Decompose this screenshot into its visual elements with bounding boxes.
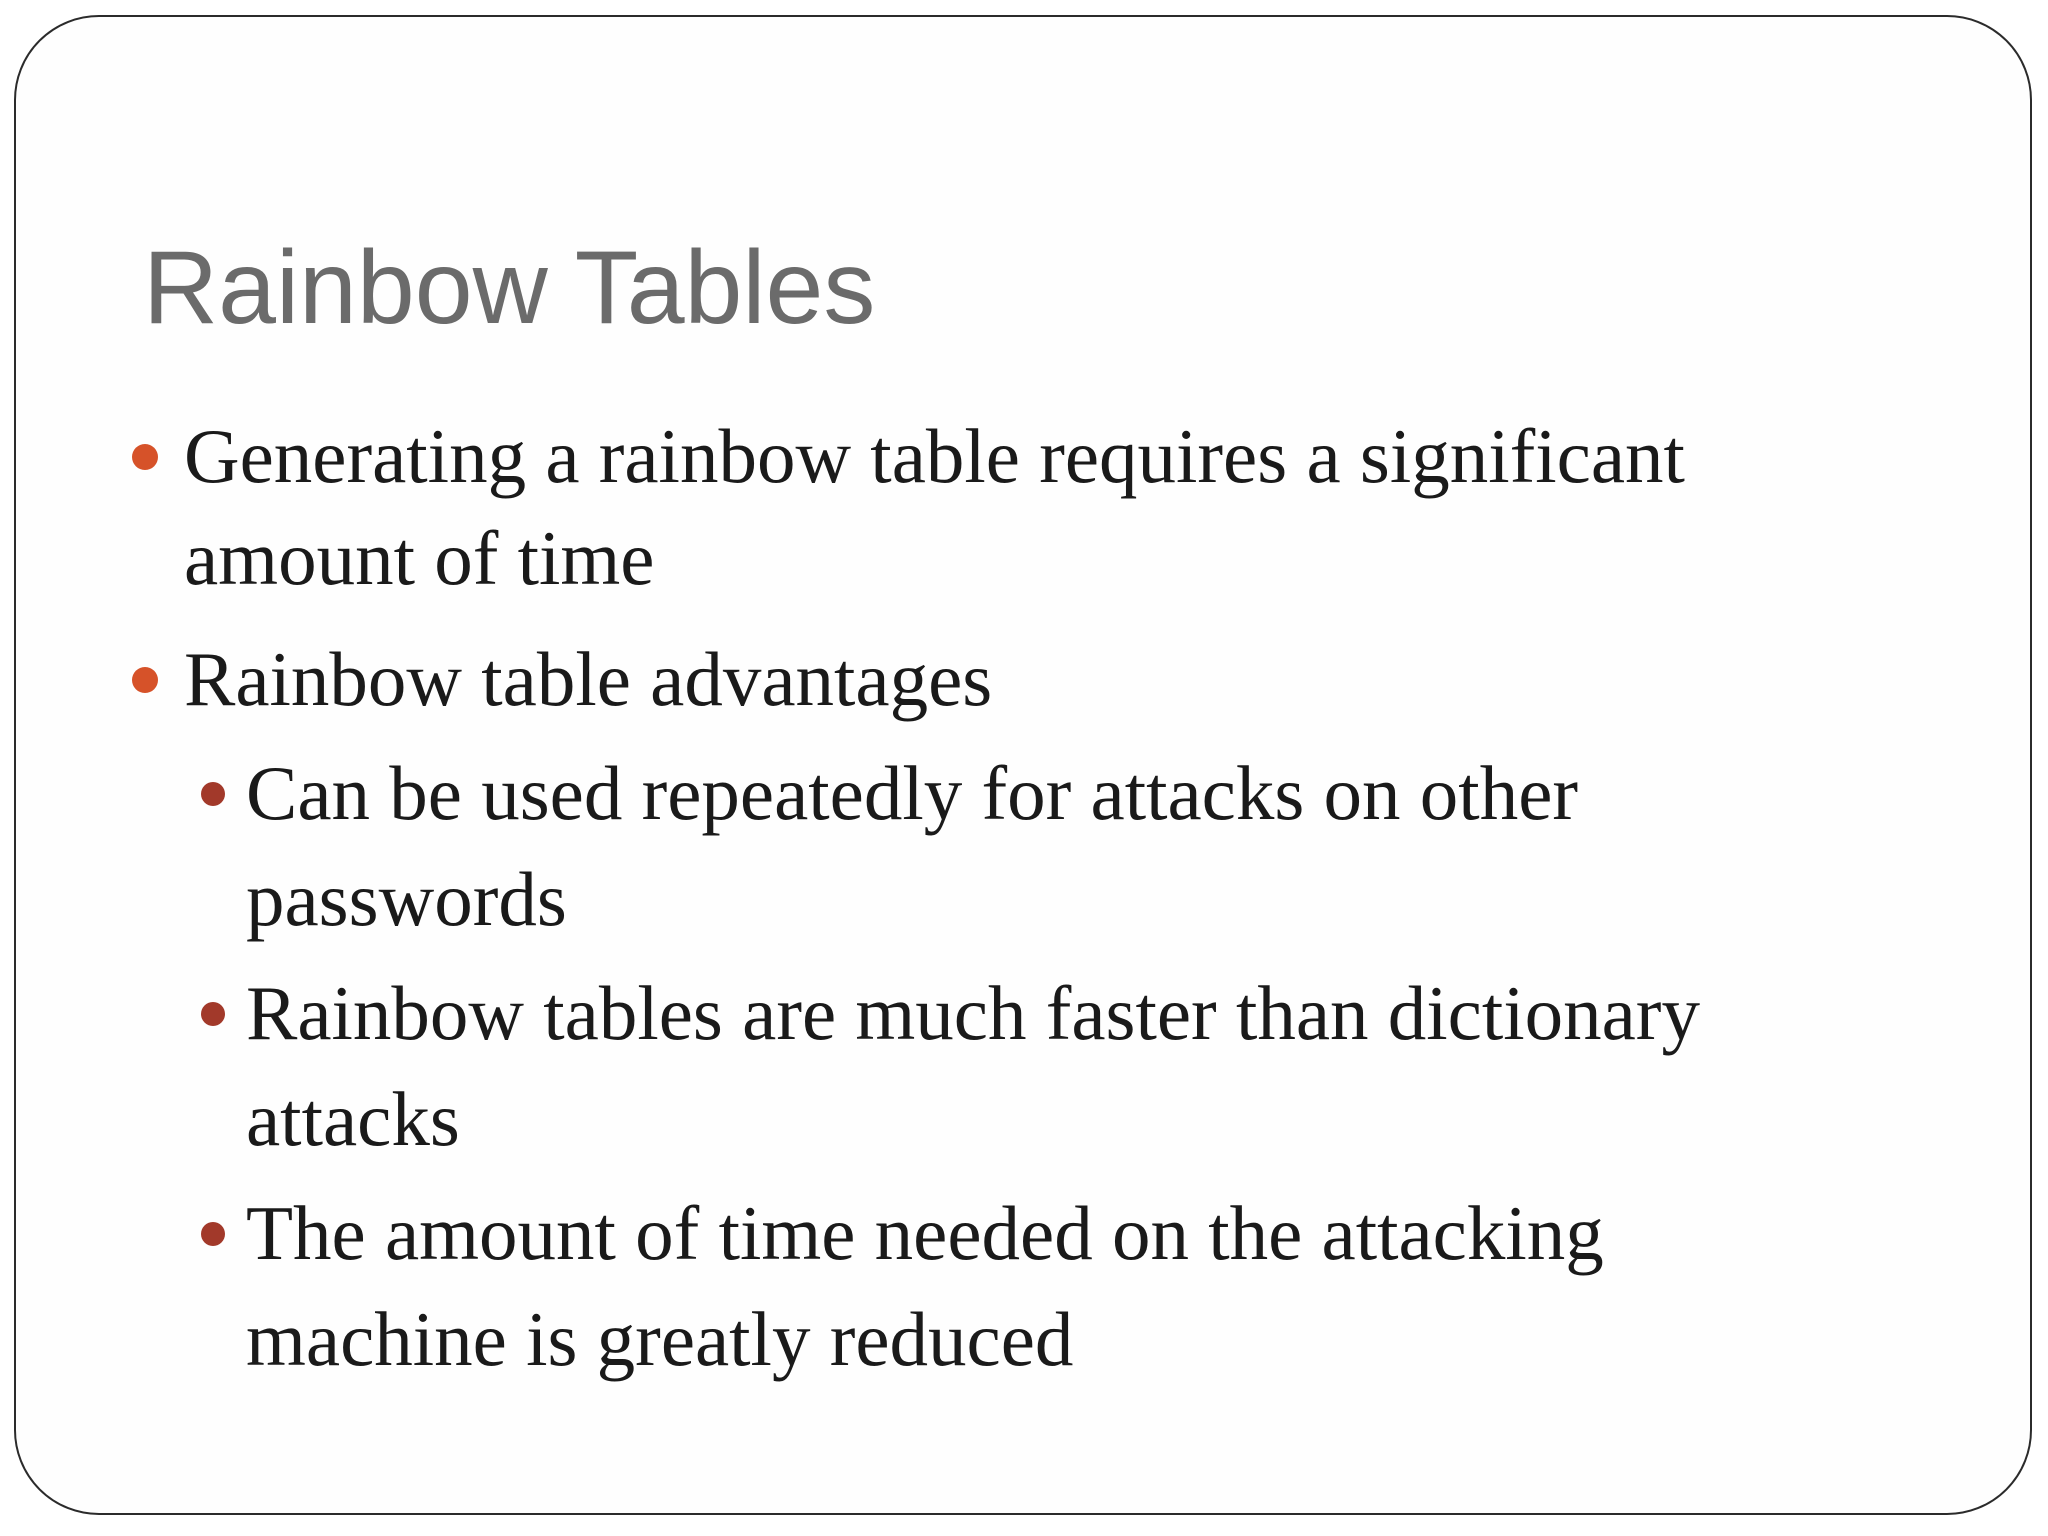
sub-bullet-item-3: [246, 1180, 1604, 1392]
bullet-item-2: [184, 628, 992, 730]
sub-bullet-line: attacks: [246, 1076, 460, 1162]
sub-bullet-line: Can be used repeatedly for attacks on other: [246, 750, 1579, 836]
slide-title: Rainbow Tables: [143, 230, 876, 346]
sub-bullet-line: The amount of time needed on the attacking: [246, 1190, 1604, 1276]
sub-bullet-line: passwords: [246, 856, 567, 942]
bullet-dot-icon: [132, 667, 158, 693]
sub-bullet-dot-icon: [201, 1002, 225, 1026]
sub-bullet-line: Rainbow tables are much faster than dictionary: [246, 970, 1700, 1056]
sub-bullet-item-2: [246, 960, 1700, 1172]
bullet-line: amount of time: [184, 515, 655, 601]
bullet-line: Rainbow table advantages: [184, 636, 993, 722]
bullet-line: Generating a rainbow table requires a significant: [184, 413, 1685, 499]
sub-bullet-dot-icon: [201, 782, 225, 806]
bullet-dot-icon: [132, 444, 158, 470]
sub-bullet-dot-icon: [201, 1222, 225, 1246]
sub-bullet-line: machine is greatly reduced: [246, 1296, 1074, 1382]
bullet-item-1: [184, 405, 1685, 609]
sub-bullet-item-1: [246, 740, 1578, 952]
